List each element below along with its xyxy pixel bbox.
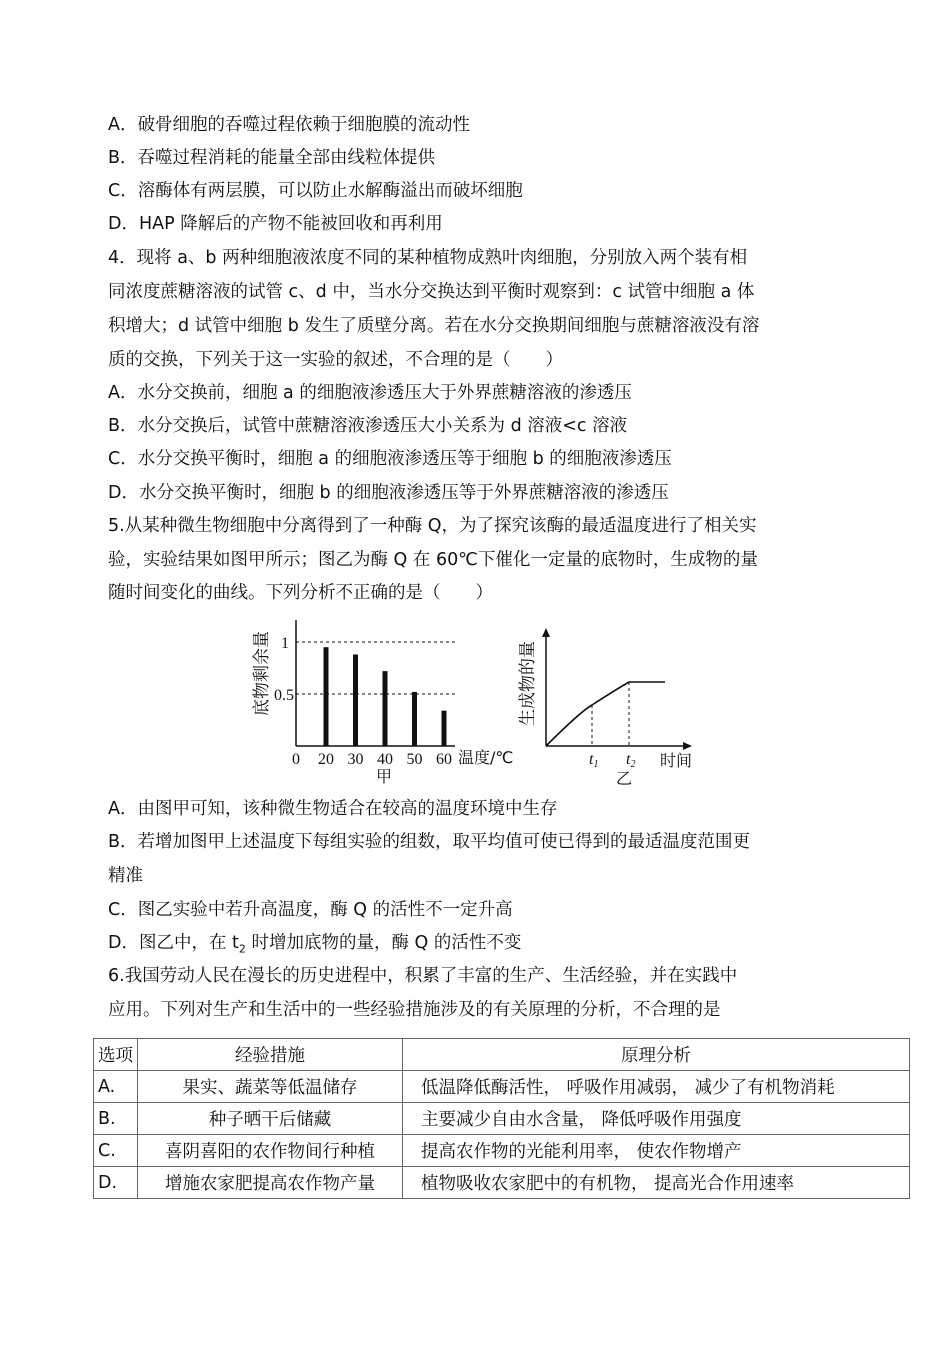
q4-option-a: A．水分交换前，细胞 a 的细胞液渗透压大于外界蔗糖溶液的渗透压 — [108, 383, 632, 403]
x-tick-40: 40 — [377, 751, 393, 768]
bar-30 — [353, 654, 358, 746]
chart-yi-y-arrow — [542, 628, 550, 637]
table-header-principle: 原理分析 — [403, 1039, 910, 1071]
table-cell-principle: 低温降低酶活性， 呼吸作用减弱， 减少了有机物消耗 — [403, 1071, 910, 1103]
chart-jia-x-label: 温度/℃ — [458, 748, 514, 767]
q5-option-b: B．若增加图甲上述温度下每组实验的组数，取平均值可使已得到的最适温度范围更 — [108, 832, 751, 852]
q5-stem-line-2: 验，实验结果如图甲所示；图乙为酶 Q 在 60℃下催化一定量的底物时，生成物的量 — [108, 550, 758, 570]
q4-option-b: B．水分交换后，试管中蔗糖溶液渗透压大小关系为 d 溶液<c 溶液 — [108, 416, 628, 436]
table-header-row — [94, 1039, 910, 1071]
table-cell-measure: 喜阴喜阳的农作物间行种植 — [138, 1135, 403, 1167]
chart-yi-x-arrow — [683, 742, 692, 750]
table-cell-principle: 植物吸收农家肥中的有机物， 提高光合作用速率 — [403, 1167, 910, 1199]
q5-option-d — [108, 931, 521, 962]
q5-figure-svg — [240, 612, 710, 792]
bar-60 — [442, 711, 447, 746]
q3-option-d: D．HAP 降解后的产物不能被回收和再利用 — [108, 214, 443, 234]
table-row — [94, 1135, 910, 1167]
q4-stem-line-1: 4．现将 a、b 两种细胞液浓度不同的某种植物成熟叶肉细胞，分别放入两个装有相 — [108, 248, 748, 268]
table-cell-option: C. — [94, 1135, 138, 1167]
q6-stem-line-2: 应用。下列对生产和生活中的一些经验措施涉及的有关原理的分析，不合理的是 — [108, 1000, 721, 1020]
q5-option-b-cont: 精准 — [108, 866, 143, 886]
bar-20 — [324, 647, 329, 746]
x-tick-30: 30 — [347, 751, 364, 768]
table-header-option: 选项 — [94, 1039, 138, 1071]
table-cell-measure: 果实、蔬菜等低温储存 — [138, 1071, 403, 1103]
q6-table — [93, 1038, 910, 1199]
chart-yi-y-label: 生成物的量 — [518, 641, 538, 726]
table-header-measure: 经验措施 — [138, 1039, 403, 1071]
table-cell-option: D. — [94, 1167, 138, 1199]
chart-jia-y-tick-05: 0.5 — [274, 687, 294, 704]
table-row — [94, 1071, 910, 1103]
q6-stem-line-1: 6.我国劳动人民在漫长的历史进程中，积累了丰富的生产、生活经验，并在实践中 — [108, 966, 738, 986]
x-tick-50: 50 — [406, 751, 423, 768]
bar-40 — [383, 671, 388, 746]
q5-option-c: C．图乙实验中若升高温度，酶 Q 的活性不一定升高 — [108, 900, 513, 920]
chart-yi-curve — [546, 682, 665, 746]
q4-stem-line-2: 同浓度蔗糖溶液的试管 c、d 中，当水分交换达到平衡时观察到：c 试管中细胞 a 体 — [108, 282, 755, 302]
q4-stem-line-3: 积增大；d 试管中细胞 b 发生了质壁分离。若在水分交换期间细胞与蔗糖溶液没有溶 — [108, 316, 760, 336]
x-tick-0: 0 — [292, 751, 300, 768]
chart-jia-y-tick-1: 1 — [281, 635, 289, 652]
q5-stem-line-1: 5.从某种微生物细胞中分离得到了一种酶 Q，为了探究该酶的最适温度进行了相关实 — [108, 516, 757, 536]
q3-option-c: C．溶酶体有两层膜，可以防止水解酶溢出而破坏细胞 — [108, 181, 523, 201]
table-cell-principle: 提高农作物的光能利用率， 使农作物增产 — [403, 1135, 910, 1167]
q5-option-d-subscript: 2 — [238, 942, 246, 956]
q5-stem-line-3: 随时间变化的曲线。下列分析不正确的是（ ） — [108, 583, 493, 603]
bar-50 — [412, 692, 417, 746]
chart-yi-caption: 乙 — [615, 769, 633, 788]
table-cell-option: A. — [94, 1071, 138, 1103]
chart-yi-x-label: 时间 — [660, 751, 693, 770]
q3-option-a: A．破骨细胞的吞噬过程依赖于细胞膜的流动性 — [108, 115, 470, 135]
table-cell-principle: 主要减少自由水含量， 降低呼吸作用强度 — [403, 1103, 910, 1135]
table-cell-measure: 种子晒干后储藏 — [138, 1103, 403, 1135]
q5-option-a: A．由图甲可知，该种微生物适合在较高的温度环境中生存 — [108, 799, 558, 819]
q4-option-c: C．水分交换平衡时，细胞 a 的细胞液渗透压等于细胞 b 的细胞液渗透压 — [108, 449, 672, 469]
q4-stem-line-4: 质的交换，下列关于这一实验的叙述，不合理的是（ ） — [108, 350, 563, 370]
q5-figure — [240, 612, 710, 792]
table-cell-option: B. — [94, 1103, 138, 1135]
chart-jia-y-label: 底物剩余量 — [252, 631, 272, 716]
x-tick-20: 20 — [318, 751, 334, 768]
chart-yi-x-tick-t1: t1 — [589, 751, 599, 770]
x-tick-60: 60 — [436, 751, 452, 768]
q3-option-b: B．吞噬过程消耗的能量全部由线粒体提供 — [108, 148, 436, 168]
q5-option-d-part2: 时增加底物的量，酶 Q 的活性不变 — [245, 933, 522, 953]
q5-option-d-part1: D．图乙中，在 t — [108, 933, 239, 953]
table-row — [94, 1167, 910, 1199]
chart-yi-x-tick-t2: t2 — [626, 751, 636, 770]
table-row — [94, 1103, 910, 1135]
chart-jia-caption: 甲 — [375, 767, 393, 786]
q4-option-d: D．水分交换平衡时，细胞 b 的细胞液渗透压等于外界蔗糖溶液的渗透压 — [108, 483, 669, 503]
table-cell-measure: 增施农家肥提高农作物产量 — [138, 1167, 403, 1199]
